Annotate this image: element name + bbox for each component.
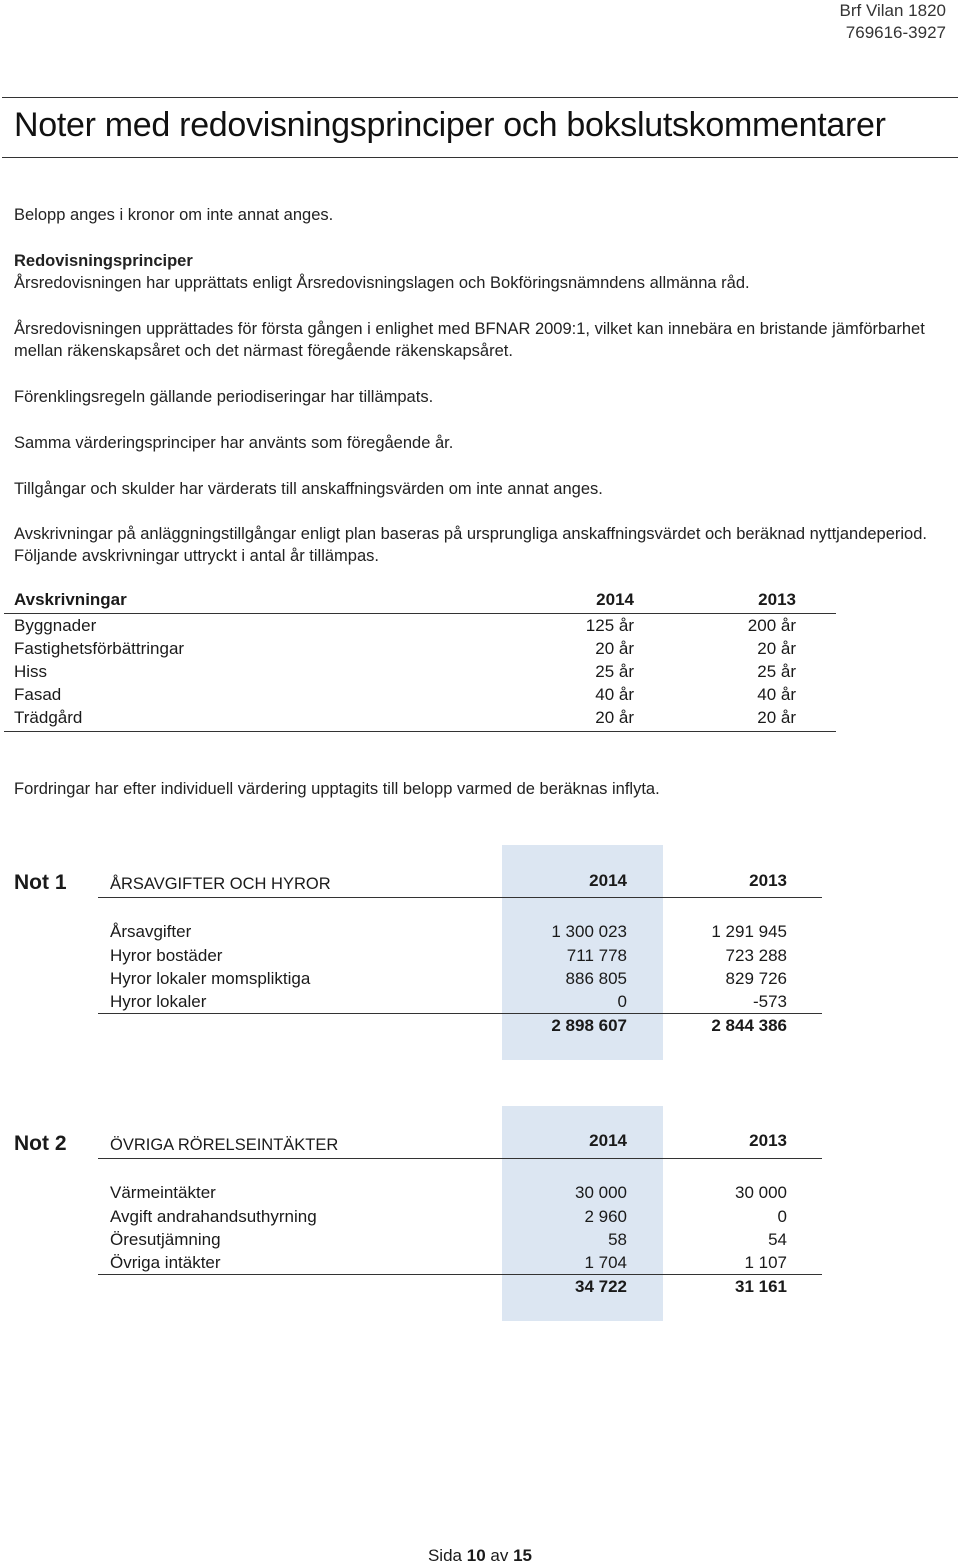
note1-row-2013: -573 [752, 992, 787, 1011]
depreciation-2014: 20 år [595, 708, 634, 727]
org-number: 769616-3927 [845, 23, 946, 42]
note1-row-2014: 1 300 023 [551, 922, 627, 941]
table-row [4, 660, 836, 683]
note1-total-2014: 2 898 607 [551, 1016, 627, 1035]
note2-total-2014: 34 722 [575, 1277, 627, 1296]
depreciation-2014: 25 år [595, 662, 634, 681]
depreciation-2014: 40 år [595, 685, 634, 704]
note1-title: ÅRSAVGIFTER OCH HYROR [110, 875, 331, 893]
principles-heading: Redovisningsprinciper [14, 252, 193, 270]
table-row [4, 637, 836, 660]
assets-text: Tillgångar och skulder har värderats till anskaffningsvärden om inte annat anges. [14, 480, 603, 498]
note2-header-rule [98, 1158, 822, 1159]
note2-row-2013: 30 000 [735, 1183, 787, 1202]
note2-row-label: Avgift andrahandsuthyrning [110, 1207, 317, 1226]
note2-row-label: Värmeintäkter [110, 1183, 216, 1202]
depreciation-2013: 200 år [747, 616, 796, 635]
note2-row-2014: 30 000 [575, 1183, 627, 1202]
footer-page: 10 [466, 1546, 486, 1565]
note2-row-label: Öresutjämning [110, 1230, 221, 1249]
note1-header-rule [98, 897, 822, 898]
depreciation-2013: 40 år [757, 685, 796, 704]
note1-col-2013: 2013 [749, 871, 787, 890]
note2-row-2013: 54 [768, 1230, 787, 1249]
receivables-text: Fordringar har efter individuell värdering upptagits till belopp varmed de beräknas inflyta. [14, 780, 660, 798]
valuation-text: Samma värderingsprinciper har använts som föregående år. [14, 434, 454, 452]
table-row [4, 683, 836, 706]
page-title: Noter med redovisningsprinciper och bokslutskommentarer [14, 106, 886, 144]
depreciation-header-row [4, 590, 836, 612]
principles-text: Årsredovisningen har upprättats enligt Årsredovisningslagen och Bokföringsnämndens allmänna råd. [14, 274, 750, 292]
depreciation-label: Byggnader [14, 616, 97, 635]
note1-total-2013: 2 844 386 [711, 1016, 787, 1035]
depreciation-2013: 20 år [757, 639, 796, 658]
note1-row-2013: 1 291 945 [711, 922, 787, 941]
depreciation-label: Trädgård [14, 708, 83, 727]
note1-row-label: Hyror bostäder [110, 946, 223, 965]
page-footer [0, 1546, 960, 1566]
amount-note: Belopp anges i kronor om inte annat anges. [14, 206, 334, 224]
note1-row-2013: 829 726 [725, 969, 787, 988]
depreciation-header-2013: 2013 [758, 590, 796, 609]
note1-row-label: Hyror lokaler momspliktiga [110, 969, 311, 988]
note1-row-label: Hyror lokaler [110, 992, 207, 1011]
footer-prefix: Sida [427, 1546, 462, 1565]
note2-number: Not 2 [14, 1132, 67, 1155]
depreciation-2014: 20 år [595, 639, 634, 658]
title-bottom-rule [2, 157, 958, 158]
note2-title: ÖVRIGA RÖRELSEINTÄKTER [110, 1136, 339, 1154]
note2-row-2014: 2 960 [584, 1207, 627, 1226]
note2-total-rule [98, 1274, 822, 1275]
note1-number: Not 1 [14, 871, 67, 894]
bfnar-text: Årsredovisningen upprättades för första gången i enlighet med BFNAR 2009:1, vilket kan innebära en bristande jämförbarhet mellan räkenskapsåret och det närmast föregående räkenskapsåret. [14, 320, 925, 360]
footer-mid: av [490, 1546, 509, 1565]
note2-row-2014: 58 [608, 1230, 627, 1249]
note1-row-2014: 0 [617, 992, 627, 1011]
depreciation-label: Fastighetsförbättringar [14, 639, 185, 658]
depreciation-2013: 25 år [757, 662, 796, 681]
footer-total: 15 [513, 1546, 533, 1565]
depreciation-2014: 125 år [585, 616, 634, 635]
note2-row-label: Övriga intäkter [110, 1253, 221, 1272]
depreciation-2013: 20 år [757, 708, 796, 727]
depreciation-label: Fasad [14, 685, 62, 704]
note2-col-2013: 2013 [749, 1131, 787, 1150]
note1-row-label: Årsavgifter [110, 922, 192, 941]
title-top-rule [2, 97, 958, 98]
note2-row-2013: 1 107 [744, 1253, 787, 1272]
note2-row-2014: 1 704 [584, 1253, 627, 1272]
note1-row-2013: 723 288 [725, 946, 787, 965]
accrual-text: Förenklingsregeln gällande periodiseringar har tillämpats. [14, 388, 434, 406]
org-name: Brf Vilan 1820 [839, 1, 946, 20]
note1-row-2014: 711 778 [566, 946, 627, 965]
depreciation-text: Avskrivningar på anläggningstillgångar enligt plan baseras på ursprungliga anskaffningsvärdet och beräknad nyttjandeperiod. Följande avskrivningar uttryckt i antal år tillämpas. [14, 525, 927, 565]
table-row [4, 706, 836, 729]
note2-col-2014: 2014 [589, 1131, 627, 1150]
depreciation-header-label: Avskrivningar [14, 590, 127, 609]
depreciation-label: Hiss [14, 662, 48, 681]
note2-row-2013: 0 [777, 1207, 787, 1226]
note2-total-2013: 31 161 [735, 1277, 787, 1296]
depreciation-table [4, 590, 836, 732]
depreciation-header-2014: 2014 [596, 590, 634, 609]
note1-row-2014: 886 805 [565, 969, 627, 988]
table-row [4, 614, 836, 637]
note1-col-2014: 2014 [589, 871, 627, 890]
